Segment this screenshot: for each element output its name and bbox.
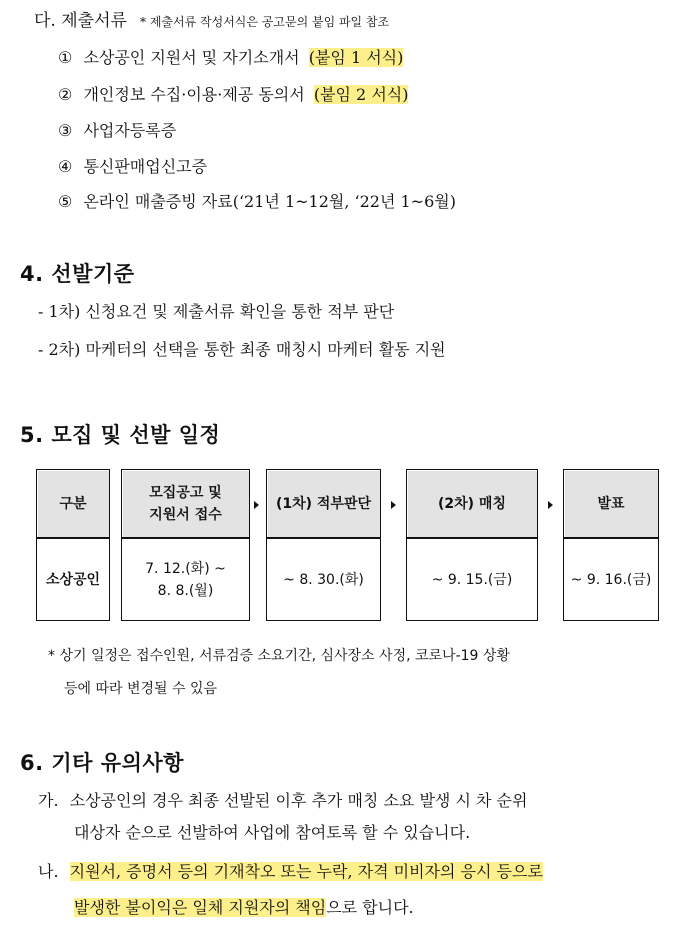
- cell-application-period: 7. 12.(화) ~ 8. 8.(월): [145, 560, 226, 599]
- header-first-review: (1차) 적부판단: [268, 471, 380, 538]
- item-text: 온라인 매출증빙 자료(‘21년 1~12월, ‘22년 1~6월): [83, 192, 456, 211]
- arrow-right-icon: [548, 501, 553, 509]
- item-text: 사업자등록증: [83, 121, 177, 140]
- item-text: 소상공인 지원서 및 자기소개서: [83, 48, 300, 67]
- docs-item-3: [58, 120, 176, 142]
- table-divider: [121, 537, 250, 539]
- docs-item-4: [58, 156, 207, 178]
- cell-matching-date: ~ 9. 15.(금): [431, 571, 513, 588]
- criteria-item-2: - 2차) 마케터의 선택을 통한 최종 매칭시 마케터 활동 지원: [38, 340, 446, 359]
- cell-first-review-date: ~ 8. 30.(화): [283, 571, 364, 588]
- header-announcement: 발표: [565, 471, 658, 538]
- schedule-note-line-1: * 상기 일정은 접수인원, 서류검증 소요기간, 심사장소 사정, 코로나-19 상황: [48, 648, 510, 664]
- docs-item-2: [58, 84, 408, 106]
- note-ga-line-1: [38, 790, 527, 812]
- note-na-label: 나.: [38, 862, 59, 881]
- table-divider: [266, 537, 381, 539]
- item-number: ②: [58, 85, 73, 104]
- note-na-text: 지원서, 증명서 등의 기재착오 또는 누락, 자격 미비자의 응시 등으로: [69, 862, 543, 881]
- section-6-title: 6. 기타 유의사항: [20, 751, 184, 775]
- item-text: 개인정보 수집·이용·제공 동의서: [83, 85, 305, 104]
- criteria-item-1: - 1차) 신청요건 및 제출서류 확인을 통한 적부 판단: [38, 302, 395, 321]
- table-divider: [36, 537, 110, 539]
- docs-item-1: [58, 47, 403, 69]
- note-na-line-1: [38, 861, 543, 883]
- header-category: 구분: [38, 471, 109, 538]
- docs-heading-note: * 제출서류 작성서식은 공고문의 붙임 파일 참조: [140, 15, 390, 29]
- schedule-note-line-2: 등에 따라 변경될 수 있음: [64, 681, 218, 697]
- note-ga-label: 가.: [38, 791, 59, 810]
- note-na-highlight: 발생한 불이익은 일체 지원자의 책임: [74, 898, 327, 917]
- table-divider: [406, 537, 538, 539]
- header-matching: (2차) 매칭: [408, 471, 537, 538]
- cell-category: 소상공인: [45, 571, 101, 588]
- docs-item-5: [58, 191, 456, 213]
- docs-heading-line: [34, 10, 389, 33]
- section-4-title: 4. 선발기준: [20, 262, 135, 286]
- item-text: 통신판매업신고증: [83, 157, 208, 176]
- docs-heading: 다. 제출서류: [34, 11, 127, 31]
- item-number: ⑤: [58, 192, 73, 211]
- section-5-title: 5. 모집 및 선발 일정: [20, 423, 221, 447]
- cell-announcement-date: ~ 9. 16.(금): [570, 571, 652, 588]
- arrow-right-icon: [254, 501, 259, 509]
- note-na-rest: 으로 합니다.: [326, 898, 414, 917]
- header-application: 모집공고 및 지원서 접수: [123, 471, 249, 538]
- item-number: ③: [58, 121, 73, 140]
- item-number: ④: [58, 157, 73, 176]
- item-number: ①: [58, 48, 73, 67]
- note-ga-line-2: 대상자 순으로 선발하여 사업에 참여토록 할 수 있습니다.: [74, 823, 471, 842]
- note-na-line-2: [74, 897, 414, 919]
- item-tag: (붙임 2 서식): [313, 85, 409, 104]
- note-ga-text: 소상공인의 경우 최종 선발된 이후 추가 매칭 소요 발생 시 차 순위: [69, 791, 528, 810]
- item-tag: (붙임 1 서식): [308, 48, 404, 67]
- arrow-right-icon: [391, 501, 396, 509]
- table-divider: [563, 537, 659, 539]
